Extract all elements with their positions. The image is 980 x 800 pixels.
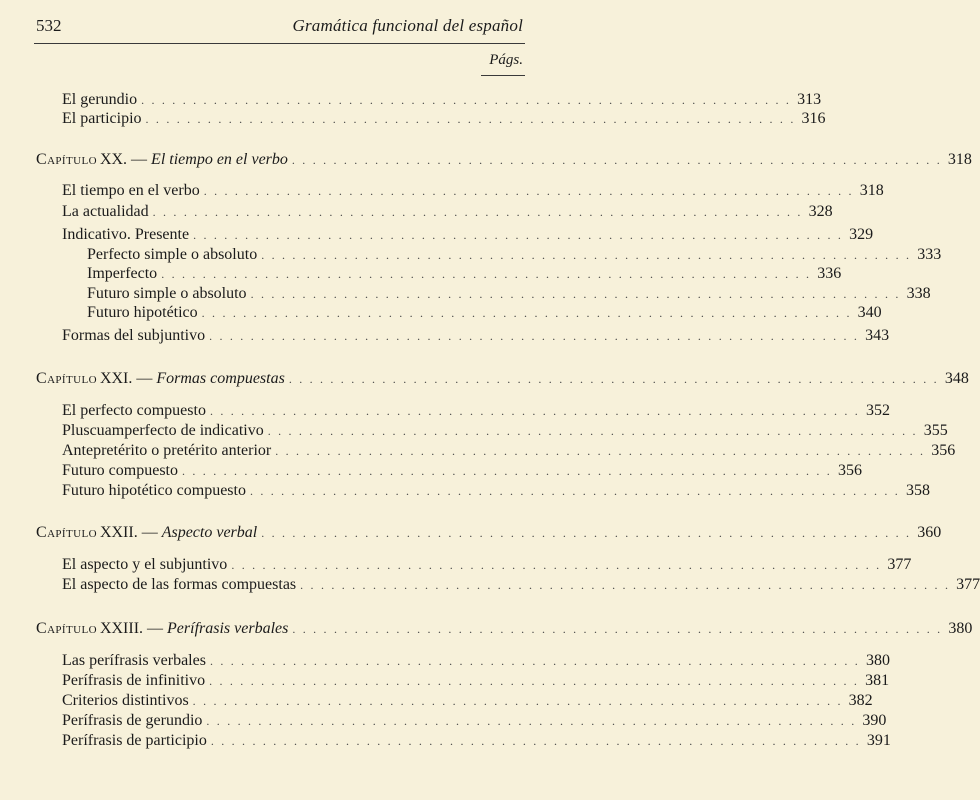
chapter-page: 348 (944, 370, 969, 387)
dot-leader (210, 404, 860, 419)
toc-entry-page: 356 (838, 462, 862, 479)
dot-leader (300, 578, 950, 593)
toc-entry (62, 556, 912, 576)
toc-entry-title: El tiempo en el verbo (62, 182, 200, 199)
toc-entry-title: La actualidad (62, 203, 149, 220)
toc-entry-title: Pluscuamperfecto de indicativo (62, 422, 264, 439)
chapter-separator: — (141, 524, 158, 541)
toc-entry-page: 318 (859, 182, 884, 199)
toc-entry-title: El participio (62, 110, 142, 127)
dot-leader (231, 558, 881, 573)
dot-leader (292, 153, 942, 168)
header-rule (34, 43, 525, 44)
chapter-number: XXI. (99, 370, 133, 387)
toc-entry (62, 692, 873, 712)
chapter-title: Formas compuestas (156, 370, 285, 387)
toc-entry-page: 313 (797, 91, 822, 108)
toc-entry (62, 422, 948, 442)
chapter-title: Perífrasis verbales (167, 620, 289, 637)
dot-leader (209, 674, 859, 689)
chapter-number: XX. (99, 151, 128, 168)
chapter-prefix: Capítulo (36, 524, 97, 541)
dot-leader (161, 267, 811, 282)
toc-entry-page: 356 (931, 442, 956, 459)
dot-leader (146, 112, 796, 127)
toc-entry-title: Criterios distintivos (62, 692, 189, 709)
chapter-page: 360 (917, 524, 942, 541)
dot-leader (141, 93, 791, 108)
toc-entry-title: Futuro compuesto (62, 462, 178, 479)
toc-entry (62, 327, 890, 347)
chapter-number: XXII. (99, 524, 138, 541)
chapter-prefix: Capítulo (36, 370, 97, 387)
chapter-number: XXIII. (99, 620, 144, 637)
dot-leader (211, 734, 861, 749)
toc-subentry (87, 304, 882, 324)
chapter-heading-title (36, 524, 257, 542)
toc-entry (62, 442, 956, 462)
toc-entry-title: Formas del subjuntivo (62, 327, 206, 344)
page-number: 532 (36, 16, 62, 35)
toc-entry-page: 336 (817, 265, 842, 282)
toc-entry-title: El perfecto compuesto (62, 402, 206, 419)
chapter-heading (36, 370, 969, 390)
chapter-title: Aspecto verbal (161, 524, 258, 541)
toc-entry-page: 329 (849, 226, 874, 243)
toc-entry-title: Futuro hipotético (87, 304, 198, 321)
chapter-title: El tiempo en el verbo (151, 151, 288, 168)
dot-leader (206, 714, 856, 729)
toc-entry (62, 91, 822, 111)
chapter-heading-title (36, 151, 288, 169)
pages-column-label: Págs. (489, 52, 523, 68)
dot-leader (209, 329, 859, 344)
toc-entry-title: El aspecto de las formas compuestas (62, 576, 297, 593)
toc-entry-title: Futuro simple o absoluto (87, 285, 247, 302)
dot-leader (250, 484, 900, 499)
dot-leader (193, 228, 843, 243)
dot-leader (251, 287, 901, 302)
dot-leader (202, 306, 852, 321)
dot-leader (210, 654, 860, 669)
toc-entry-page: 382 (848, 692, 873, 709)
toc-entry-title: El aspecto y el subjuntivo (62, 556, 228, 573)
dot-leader (268, 424, 918, 439)
toc-entry-page: 340 (857, 304, 882, 321)
toc-entry-page: 377 (887, 556, 912, 573)
toc-entry-title: Perífrasis de participio (62, 732, 207, 749)
toc-entry-page: 316 (801, 110, 826, 127)
toc-entry-title: Perfecto simple o absoluto (87, 246, 258, 263)
dot-leader (204, 184, 854, 199)
dot-leader (275, 444, 925, 459)
toc-entry-title: El gerundio (62, 91, 138, 108)
dot-leader (289, 372, 939, 387)
toc-entry (62, 482, 930, 502)
toc-subentry (87, 265, 842, 285)
toc-entry (62, 576, 980, 596)
toc-subentry (87, 285, 931, 305)
toc-entry-page: 355 (923, 422, 948, 439)
toc-entry-page: 352 (865, 402, 890, 419)
chapter-heading-title (36, 370, 285, 388)
toc-entry-page: 380 (865, 652, 890, 669)
toc-entry (62, 652, 890, 672)
chapter-separator: — (136, 370, 153, 387)
toc-entry (62, 402, 890, 422)
dot-leader (182, 464, 832, 479)
toc-entry-page: 338 (906, 285, 931, 302)
dot-leader (153, 205, 803, 220)
toc-entry-title: Perífrasis de infinitivo (62, 672, 206, 689)
toc-entry-title: Perífrasis de gerundio (62, 712, 203, 729)
toc-entry-page: 377 (956, 576, 980, 593)
toc-entry (62, 226, 874, 246)
toc-entry (62, 462, 862, 482)
toc-entry-title: Indicativo. Presente (62, 226, 190, 243)
pages-column-rule (481, 75, 525, 76)
chapter-separator: — (147, 620, 164, 637)
toc-entry-page: 391 (866, 732, 891, 749)
dot-leader (193, 694, 843, 709)
chapter-page: 318 (947, 151, 972, 168)
toc-entry-page: 358 (905, 482, 930, 499)
toc-entry-title: Las perífrasis verbales (62, 652, 206, 669)
toc-entry-page: 343 (865, 327, 890, 344)
toc-entry (62, 712, 887, 732)
chapter-heading (36, 151, 972, 171)
chapter-heading (36, 620, 973, 640)
dot-leader (261, 526, 911, 541)
toc-subentry (87, 246, 942, 266)
toc-entry-title: Imperfecto (87, 265, 158, 282)
chapter-prefix: Capítulo (36, 151, 97, 168)
dot-leader (261, 248, 911, 263)
toc-entry-title: Futuro hipotético compuesto (62, 482, 246, 499)
chapter-heading-title (36, 620, 288, 638)
dot-leader (292, 622, 942, 637)
toc-entry-page: 328 (808, 203, 833, 220)
toc-entry-page: 333 (917, 246, 942, 263)
toc-entry (62, 672, 890, 692)
chapter-heading (36, 524, 942, 544)
toc-entry (62, 182, 884, 202)
toc-entry (62, 110, 826, 130)
toc-entry (62, 203, 833, 223)
chapter-prefix: Capítulo (36, 620, 97, 637)
running-title: Gramática funcional del español (292, 16, 523, 35)
chapter-page: 380 (948, 620, 973, 637)
chapter-separator: — (131, 151, 148, 168)
toc-entry (62, 732, 891, 752)
toc-entry-title: Antepretérito o pretérito anterior (62, 442, 272, 459)
toc-entry-page: 390 (862, 712, 887, 729)
toc-entry-page: 381 (865, 672, 890, 689)
